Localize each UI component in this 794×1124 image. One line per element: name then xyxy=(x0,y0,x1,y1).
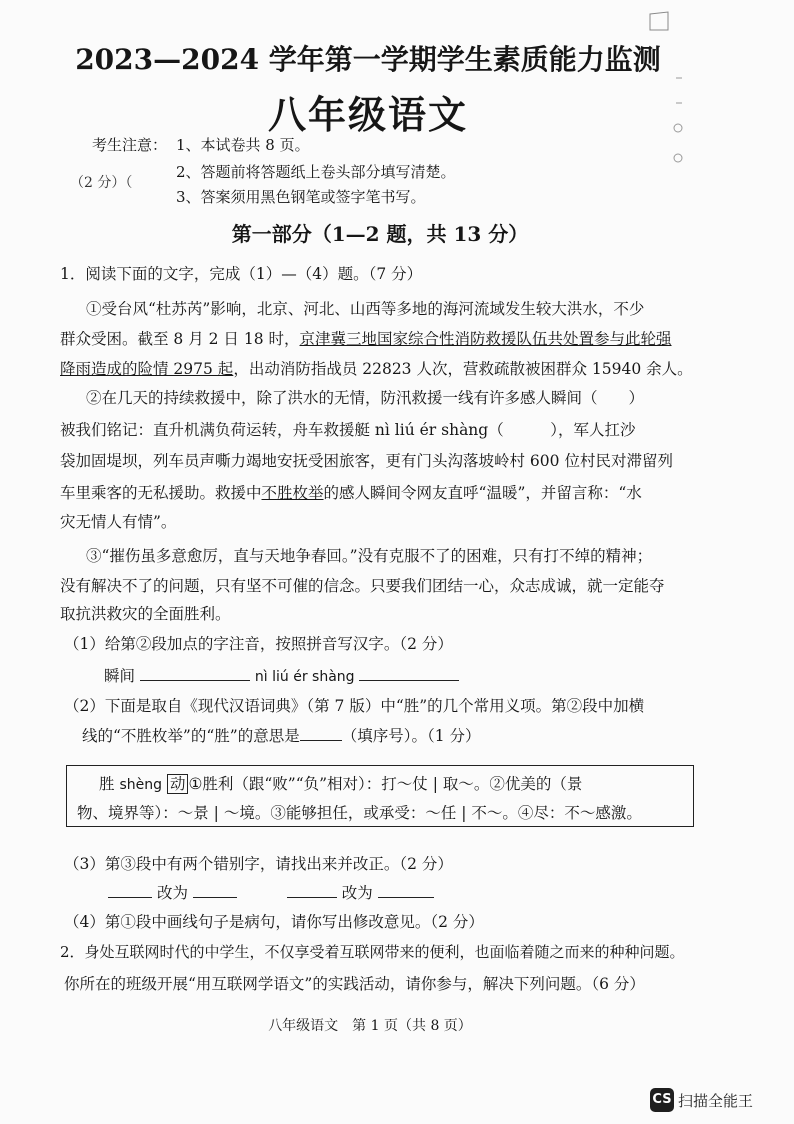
scanner-logo-text: 扫描全能王 xyxy=(678,1091,754,1110)
question-1-prompt: 1．阅读下面的文字，完成（1）—（4）题。（7 分） xyxy=(60,265,423,283)
notice-item-2: 2、答题前将答题纸上卷头部分填写清楚。 xyxy=(176,163,456,181)
scanner-logo-icon: CS xyxy=(650,1088,674,1112)
answer-blank-4[interactable] xyxy=(108,897,152,898)
answer-blank-2[interactable] xyxy=(359,680,459,681)
sub-question-2-text-end: （填序号）。（1 分） xyxy=(341,727,481,745)
paragraph-1-line-1: ①受台风“杜苏芮”影响，北京、河北、山西等多地的海河流域发生较大洪水，不少 xyxy=(86,300,645,318)
paragraph-2-text: 车里乘客的无私援助。救援中 xyxy=(60,484,262,502)
answer-blank-3[interactable] xyxy=(300,740,342,741)
sub-question-2-text: 线的“不胜枚举”的“胜”的意思是 xyxy=(82,727,300,745)
scan-edge-marks xyxy=(638,8,708,258)
question-2-line-1: 2．身处互联网时代的中学生，不仅享受着互联网带来的便利，也面临着随之而来的种种问题。 xyxy=(60,943,685,961)
sub-question-3-answers xyxy=(108,881,434,903)
change-label-2: 改为 xyxy=(341,884,373,902)
notice-item-3: 3、答案须用黑色钢笔或签字笔书写。 xyxy=(176,188,426,206)
sub-question-2-line-2 xyxy=(82,724,481,746)
paragraph-2-line-3: 袋加固堤坝，列车员声嘶力竭地安抚受困旅客，更有门头沟落坡岭村 600 位村民对滞留列 xyxy=(60,452,673,470)
paragraph-1-line-3 xyxy=(60,357,693,379)
dictionary-pinyin: shèng xyxy=(119,777,162,793)
answer-blank-7[interactable] xyxy=(378,897,434,898)
change-label-1: 改为 xyxy=(156,884,188,902)
paragraph-3-line-1: ③“摧伤虽多意愈厉，直与天地争春回。”没有克服不了的困难，只有打不绰的精神； xyxy=(86,547,653,565)
dictionary-char: 胜 xyxy=(99,775,115,793)
underlined-sentence-part-1: 京津冀三地国家综合性消防救援队伍共处置参与此轮强 xyxy=(299,330,672,348)
scanner-watermark xyxy=(650,1088,753,1112)
exam-title: 2023—2024 学年第一学期学生素质能力监测 xyxy=(75,43,661,76)
dictionary-entry-box xyxy=(66,765,694,827)
paragraph-3-line-3: 取抗洪救灾的全面胜利。 xyxy=(60,605,231,623)
paragraph-2-line-2: 被我们铭记：直升机满负荷运转，舟车救援艇 nì liú ér shàng（ ），军人扛沙 xyxy=(60,421,636,439)
answer-blank-1[interactable] xyxy=(140,680,250,681)
answer-blank-6[interactable] xyxy=(287,897,337,898)
paragraph-2-line-5: 灾无情人有情”。 xyxy=(60,513,177,531)
sub-question-4: （4）第①段中画线句子是病句，请你写出修改意见。（2 分） xyxy=(64,913,484,931)
underlined-sentence-part-2: 降雨造成的险情 2975 起 xyxy=(60,360,234,378)
notice-item-1: 1、本试卷共 8 页。 xyxy=(176,136,310,154)
sub-question-2: （2）下面是取自《现代汉语词典》（第 7 版）中“胜”的几个常用义项。第②段中加横 xyxy=(64,697,645,715)
answer-blank-5[interactable] xyxy=(193,897,237,898)
section-title: 第一部分（1—2 题，共 13 分） xyxy=(231,222,529,246)
stray-mark: （2 分）（ xyxy=(70,175,133,191)
marked-idiom: 不胜枚举 xyxy=(261,484,324,502)
paragraph-2-line-1: ②在几天的持续救援中，除了洪水的无情，防汛救援一线有许多感人瞬间（ ） xyxy=(86,389,645,407)
part-of-speech-badge: 动 xyxy=(167,774,189,794)
sub-question-1-answers xyxy=(104,664,459,686)
exam-subject: 八年级语文 xyxy=(267,92,468,137)
paragraph-2-line-4 xyxy=(60,481,642,503)
dictionary-line-2: 物、境界等）：～景 | ～境。③能够担任，或承受：～任 | 不～。④尽：不～感激。 xyxy=(77,804,642,822)
sub-question-3: （3）第③段中有两个错别字，请找出来并改正。（2 分） xyxy=(64,855,453,873)
dictionary-sense-1: ①胜利（跟“败”“负”相对）：打～仗 | 取～。②优美的（景 xyxy=(188,775,583,793)
paragraph-3-line-2: 没有解决不了的问题，只有坚不可催的信念。只要我们团结一心，众志成诚，就一定能夺 xyxy=(60,577,665,595)
pinyin-prompt: nì liú ér shàng xyxy=(254,669,355,685)
paragraph-1-text: 群众受困。截至 8 月 2 日 18 时， xyxy=(60,330,300,348)
sub-question-1: （1）给第②段加点的字注音，按照拼音写汉字。（2 分） xyxy=(64,635,453,653)
page-footer: 八年级语文 第 1 页（共 8 页） xyxy=(268,1018,472,1034)
paragraph-2-text-end: 的感人瞬间令网友直呼“温暖”，并留言称：“水 xyxy=(323,484,642,502)
question-2-line-2: 你所在的班级开展“用互联网学语文”的实践活动，请你参与，解决下列问题。（6 分） xyxy=(64,975,645,993)
dictionary-line-1 xyxy=(77,770,683,799)
word-shunjian: 瞬间 xyxy=(104,667,136,685)
paragraph-1-text-end: ，出动消防指战员 22823 人次，营救疏散被困群众 15940 余人。 xyxy=(233,360,693,378)
notice-label: 考生注意： xyxy=(92,136,168,154)
paragraph-1-line-2 xyxy=(60,327,672,349)
